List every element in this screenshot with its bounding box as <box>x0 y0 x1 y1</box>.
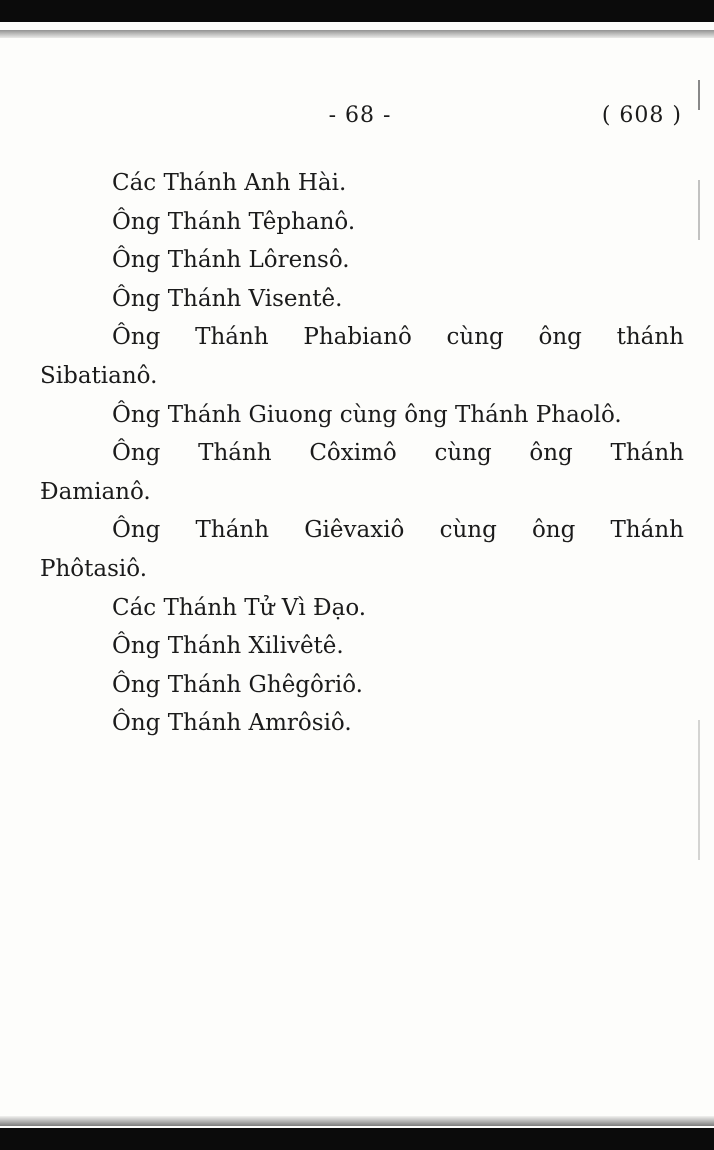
word: ông <box>538 324 582 351</box>
scan-bottom-shadow <box>0 1116 714 1126</box>
word: Ông <box>112 440 161 467</box>
word: cùng <box>446 324 504 351</box>
word: ông <box>529 440 573 467</box>
litany-line: Ông Thánh Visentê. <box>112 285 343 312</box>
scan-speck <box>698 720 700 860</box>
litany-line: Ông Thánh Giuong cùng ông Thánh Phaolô. <box>112 401 622 428</box>
litany-line: Các Thánh Tử Vì Đạo. <box>112 594 367 621</box>
page-number: - 68 - <box>328 103 392 128</box>
litany-text <box>40 164 684 743</box>
scan-top-shadow <box>0 30 714 38</box>
litany-line: Ông Thánh Xilivêtê. <box>112 633 344 660</box>
litany-line-justified <box>40 434 684 473</box>
page-reference: ( 608 ) <box>601 103 682 128</box>
litany-line: Ông Thánh Ghêgôriô. <box>112 671 363 698</box>
litany-line: Các Thánh Anh Hài. <box>112 170 347 196</box>
litany-line-justified <box>40 511 684 550</box>
word: Côximô <box>309 440 397 467</box>
word: cùng <box>434 440 492 467</box>
litany-line: Ông Thánh Têphanô. <box>112 208 356 235</box>
litany-line-continuation: Đamianô. <box>40 478 151 505</box>
scan-speck <box>698 180 700 240</box>
word: Ông <box>112 324 161 351</box>
scan-top-edge <box>0 0 714 22</box>
word: Ông <box>112 517 161 544</box>
litany-line: Ông Thánh Lôrensô. <box>112 247 350 274</box>
word: Thánh <box>195 517 270 544</box>
word: Thánh <box>198 440 272 467</box>
word: Giêvaxiô <box>304 517 405 544</box>
word: Thánh <box>195 324 269 351</box>
word: Thánh <box>610 517 684 544</box>
litany-line-justified <box>40 318 684 357</box>
word: Thánh <box>610 440 684 467</box>
scan-bottom-edge <box>0 1128 714 1150</box>
litany-line: Ông Thánh Amrôsiô. <box>112 710 352 737</box>
word: ông <box>531 517 576 544</box>
word: thánh <box>616 324 684 351</box>
litany-line-continuation: Sibatianô. <box>40 362 158 389</box>
scan-speck <box>698 80 700 110</box>
word: Phabianô <box>303 324 412 351</box>
litany-line-continuation: Phôtasiô. <box>40 555 148 582</box>
word: cùng <box>439 517 497 544</box>
